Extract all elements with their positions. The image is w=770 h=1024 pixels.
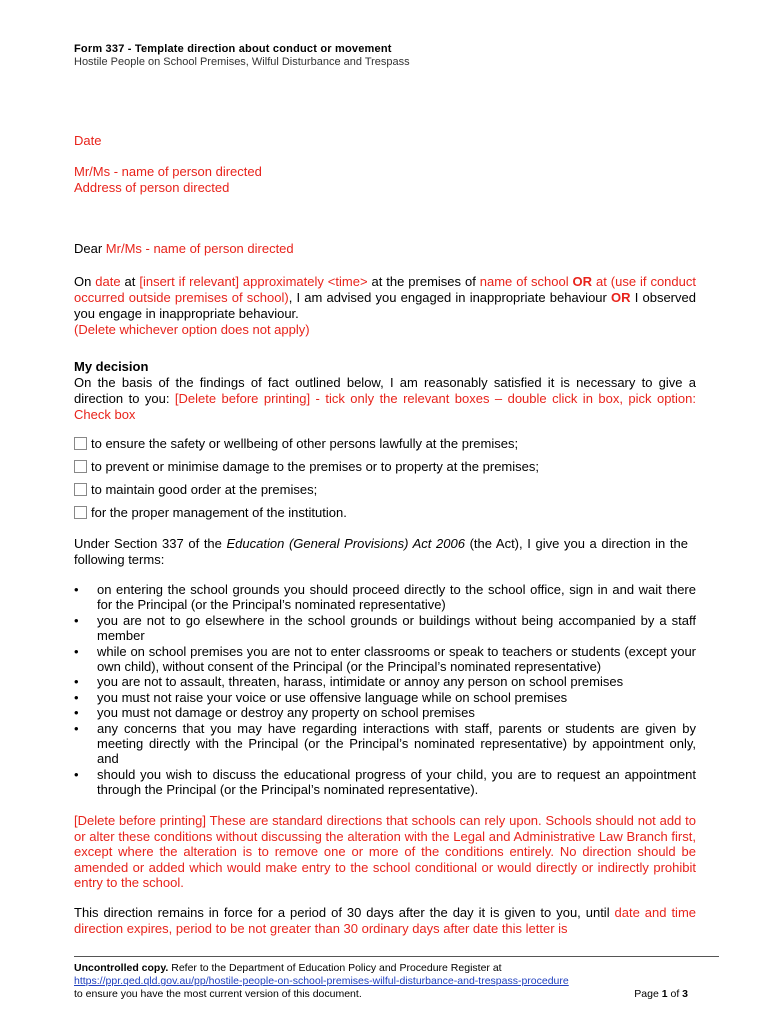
- footer-divider: [74, 956, 719, 957]
- salutation-prefix: Dear: [74, 241, 106, 256]
- term-text: you are not to go elsewhere in the school grounds or buildings without being accompanied by a staff member: [97, 612, 696, 644]
- checkbox-row: [74, 459, 539, 474]
- checkbox-label: to ensure the safety or wellbeing of other persons lawfully at the premises;: [91, 436, 519, 451]
- incident-text: , I am advised you engaged in inappropriate behaviour: [288, 290, 612, 305]
- incident-text: at the premises of: [367, 274, 480, 289]
- delete-before-printing-paragraph: [Delete before printing] These are standard directions that schools can rely upon. Schools should not add to or alter these conditions without discussing the alteration with the Legal and Administrative Law Branch first, except where the alteration is to remove one or more of the conditions entirely. No direction should be amended or added which would make entry to the school conditional or would directly or indirectly prohibit entry to the school.: [74, 813, 696, 891]
- outside-premises-placeholder: at (use if conduct occurred outside premises of school): [74, 274, 696, 305]
- form-title: Form 337 - Template direction about conduct or movement: [74, 43, 392, 55]
- checkbox[interactable]: [74, 437, 87, 450]
- list-item: [74, 644, 696, 675]
- force-text: This direction remains in force for a period of 30 days after the day it is given to you, until: [74, 905, 615, 920]
- bullet-icon: •: [74, 766, 79, 782]
- checkbox-label: to maintain good order at the premises;: [91, 482, 318, 497]
- list-item: [74, 721, 696, 767]
- salutation-name: Mr/Ms - name of person directed: [105, 241, 294, 256]
- page-of: of: [667, 988, 683, 1000]
- checkbox-row: [74, 505, 347, 520]
- incident-date-placeholder: date: [95, 274, 121, 289]
- incident-paragraph: [74, 274, 696, 338]
- form-subtitle: Hostile People on School Premises, Wilful Disturbance and Trespass: [74, 56, 410, 68]
- list-item: [74, 613, 696, 644]
- recipient-address: Address of person directed: [74, 180, 230, 195]
- list-item: [74, 767, 696, 798]
- bullet-icon: •: [74, 689, 79, 705]
- checkbox[interactable]: [74, 483, 87, 496]
- bullet-icon: •: [74, 674, 79, 690]
- page-total: 3: [682, 988, 688, 1000]
- page-number: [634, 988, 688, 1000]
- term-text: you are not to assault, threaten, harass, intimidate or annoy any person on school premises: [97, 674, 624, 690]
- direction-terms-list: [74, 582, 696, 798]
- section-text: (the Act), I give you a direction in the following terms:: [74, 536, 688, 567]
- page-label: Page: [634, 988, 662, 1000]
- section-text: Under Section 337 of the: [74, 536, 227, 551]
- incident-text: at: [120, 274, 140, 289]
- incident-text: On: [74, 274, 96, 289]
- term-text: while on school premises you are not to enter classrooms or speak to teachers or students (except your own child), without consent of the Principal (or the Principal’s nominated representative): [97, 643, 696, 675]
- term-text: on entering the school grounds you should proceed directly to the school office, sign in and wait there for the Principal (or the Principal’s nominated representative): [97, 582, 696, 613]
- recipient-name: Mr/Ms - name of person directed: [74, 164, 262, 179]
- uncontrolled-copy-label: Uncontrolled copy.: [74, 962, 169, 974]
- checkbox-label: to prevent or minimise damage to the premises or to property at the premises;: [91, 459, 539, 474]
- term-text: you must not damage or destroy any property on school premises: [97, 705, 475, 721]
- checkbox-row: [74, 436, 518, 451]
- section-paragraph: [74, 536, 688, 568]
- list-item: [74, 690, 696, 705]
- page-current: 1: [661, 988, 668, 1000]
- checkbox-row: [74, 482, 317, 497]
- school-name-placeholder: name of school: [479, 274, 573, 289]
- checkbox[interactable]: [74, 460, 87, 473]
- letter-date: Date: [74, 133, 102, 148]
- list-item: [74, 674, 696, 689]
- term-text: should you wish to discuss the educational progress of your child, you are to request an appointment through the Principal (or the Principal’s nominated representative).: [97, 766, 696, 798]
- bullet-icon: •: [74, 582, 79, 597]
- delete-option-note: (Delete whichever option does not apply): [74, 322, 310, 337]
- term-text: any concerns that you may have regarding interactions with staff, parents or students are given by meeting directly with the Principal (or the Principal’s nominated representative) by appointment only, and: [97, 720, 696, 767]
- checkbox-label: for the proper management of the institution.: [91, 505, 347, 520]
- footer-text: Refer to the Department of Education Policy and Procedure Register at: [168, 962, 502, 974]
- force-paragraph: [74, 905, 696, 937]
- list-item: [74, 705, 696, 720]
- policy-register-link[interactable]: https://ppr.qed.qld.gov.au/pp/hostile-people-on-school-premises-wilful-disturbance-and-trespass-procedure: [74, 975, 569, 987]
- delete-before-printing-note: [Delete before printing] - tick only the relevant boxes – double click in box, pick option: Check box: [74, 391, 696, 422]
- or-keyword: OR: [611, 290, 631, 305]
- checkbox[interactable]: [74, 506, 87, 519]
- footer-line-1: [74, 962, 502, 974]
- salutation: [74, 241, 294, 256]
- footer-line-3: to ensure you have the most current version of this document.: [74, 988, 362, 1000]
- incident-text: I observed you engage in inappropriate behaviour.: [74, 290, 696, 321]
- bullet-icon: •: [74, 643, 79, 659]
- act-title: Education (General Provisions) Act 2006: [226, 536, 465, 551]
- bullet-icon: •: [74, 612, 79, 628]
- list-item: [74, 582, 696, 613]
- decision-heading: My decision: [74, 359, 149, 374]
- term-text: you must not raise your voice or use offensive language while on school premises: [97, 689, 568, 705]
- footer-line-2: [74, 975, 569, 987]
- expiry-placeholder: date and time direction expires, period to be not greater than 30 ordinary days after date this letter is: [74, 905, 696, 936]
- incident-time-placeholder: [insert if relevant] approximately <time>: [139, 274, 368, 289]
- bullet-icon: •: [74, 705, 79, 721]
- bullet-icon: •: [74, 720, 79, 736]
- decision-paragraph: [74, 375, 696, 423]
- decision-text: On the basis of the findings of fact outlined below, I am reasonably satisfied it is necessary to give a direction to you:: [74, 375, 696, 406]
- or-keyword: OR: [572, 274, 593, 289]
